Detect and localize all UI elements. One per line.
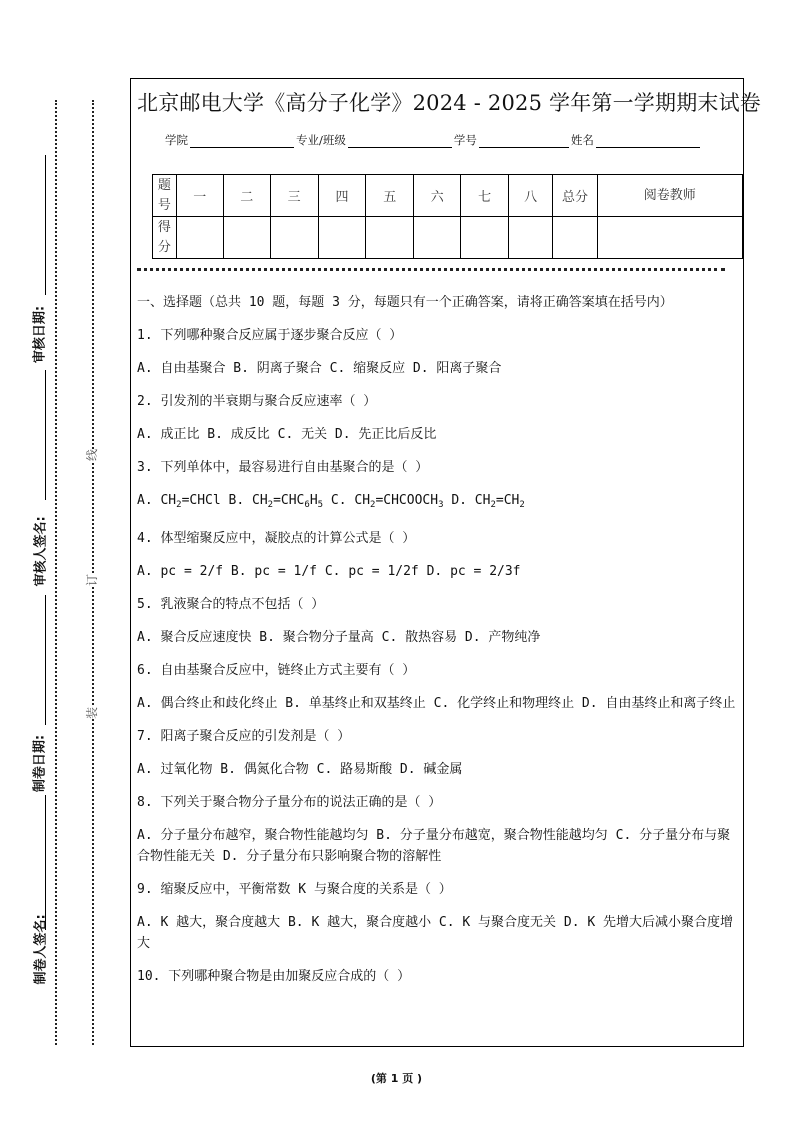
college-field[interactable] <box>190 135 294 148</box>
page-number: (第 1 页 ) <box>370 1072 423 1085</box>
formula-part: =CHCOOCH <box>375 493 439 508</box>
gutter-staple-char: 装 <box>85 706 100 720</box>
question-text: 6. 自由基聚合反应中，链终止方式主要有（ ） <box>137 663 416 678</box>
column-header: 五 <box>366 175 414 217</box>
column-header: 六 <box>414 175 461 217</box>
column-header: 三 <box>270 175 318 217</box>
column-header: 七 <box>461 175 509 217</box>
score-row-header: 得分 <box>153 217 177 259</box>
formula-part: =CHCl B. CH <box>181 493 268 508</box>
column-header: 二 <box>223 175 270 217</box>
student-id-label: 学号 <box>453 133 477 147</box>
question-text: 8. 下列关于聚合物分子量分布的说法正确的是（ ） <box>137 795 442 810</box>
score-row <box>153 217 743 259</box>
student-info-row <box>165 132 702 148</box>
formula-part: H <box>309 493 318 508</box>
signature-line <box>45 795 46 930</box>
score-cell[interactable] <box>223 217 270 259</box>
exam-title: 北京邮电大学《高分子化学》2024 - 2025 学年第一学期期末试卷 <box>137 91 762 115</box>
subscript: 2 <box>176 500 182 510</box>
score-cell[interactable] <box>597 217 742 259</box>
score-cell[interactable] <box>176 217 223 259</box>
question-options <box>137 490 737 516</box>
score-cell[interactable] <box>509 217 553 259</box>
subscript: 2 <box>267 500 274 510</box>
review-date-label: 审核日期: <box>32 305 48 364</box>
student-id-field[interactable] <box>479 135 569 148</box>
binding-dotted-line-inner <box>92 100 94 1045</box>
column-header: 一 <box>176 175 223 217</box>
formula-part: C. CH <box>323 493 371 508</box>
subscript: 3 <box>438 500 444 510</box>
question-text: 4. 体型缩聚反应中，凝胶点的计算公式是（ ） <box>137 531 416 546</box>
question-text: 2. 引发剂的半衰期与聚合反应速率（ ） <box>137 394 377 409</box>
question-text: 5. 乳液聚合的特点不包括（ ） <box>137 597 325 612</box>
formula-part: =CHC <box>273 493 305 508</box>
question-text: 7. 阳离子聚合反应的引发剂是（ ） <box>137 729 351 744</box>
question-options: A. 自由基聚合 B. 阴离子聚合 C. 缩聚反应 D. 阳离子聚合 <box>137 361 502 376</box>
question-text: 10. 下列哪种聚合物是由加聚反应合成的（ ） <box>137 969 411 984</box>
score-cell[interactable] <box>270 217 318 259</box>
score-cell[interactable] <box>461 217 509 259</box>
section-heading: 一、选择题（总共 10 题，每题 3 分，每题只有一个正确答案，请将正确答案填在括号内） <box>137 295 673 310</box>
signature-line <box>45 370 46 500</box>
score-cell[interactable] <box>318 217 366 259</box>
score-cell[interactable] <box>553 217 597 259</box>
question-number-row <box>153 175 743 217</box>
question-options: A. 成正比 B. 成反比 C. 无关 D. 先正比后反比 <box>137 427 437 442</box>
question-options: A. 聚合反应速度快 B. 聚合物分子量高 C. 散热容易 D. 产物纯净 <box>137 630 541 645</box>
question-options: A. pc = 2/f B. pc = 1/f C. pc = 1/2f D. pc = 2/3f <box>137 564 521 579</box>
reviewer-signature-label: 审核人签名: <box>33 516 49 587</box>
question-text: 3. 下列单体中，最容易进行自由基聚合的是（ ） <box>137 460 429 475</box>
column-header: 四 <box>318 175 366 217</box>
question-options: A. 过氧化物 B. 偶氮化合物 C. 路易斯酸 D. 碱金属 <box>137 762 463 777</box>
major-class-field[interactable] <box>348 135 452 148</box>
subscript: 2 <box>490 500 496 510</box>
column-header: 总分 <box>553 175 597 217</box>
column-header: 阅卷教师 <box>597 175 742 217</box>
binding-dotted-line-outer <box>55 100 57 1045</box>
score-cell[interactable] <box>414 217 461 259</box>
question-options: A. K 越大，聚合度越大 B. K 越大，聚合度越小 C. K 与聚合度无关 D. K 先增大后减小聚合度增大 <box>137 915 734 951</box>
score-table <box>152 174 743 259</box>
subscript: 5 <box>317 500 324 510</box>
college-label: 学院 <box>165 133 188 147</box>
signature-line <box>45 595 46 725</box>
exam-page-frame <box>130 78 762 1047</box>
dotted-separator <box>137 268 725 271</box>
formula-part: =CH <box>495 493 520 508</box>
formula-part: D. CH <box>443 493 491 508</box>
question-text: 9. 缩聚反应中，平衡常数 K 与聚合度的关系是（ ） <box>137 882 452 897</box>
score-cell[interactable] <box>366 217 414 259</box>
question-text: 1. 下列哪种聚合反应属于逐步聚合反应（ ） <box>137 328 403 343</box>
subscript: 6 <box>304 500 310 510</box>
question-options: A. 偶合终止和歧化终止 B. 单基终止和双基终止 C. 化学终止和物理终止 D. 自由基终止和离子终止 <box>137 696 736 711</box>
question-number-header: 题号 <box>153 175 177 217</box>
question-options: A. 分子量分布越窄，聚合物性能越均匀 B. 分子量分布越宽，聚合物性能越均匀 C. 分子量分布与聚合物性能无关 D. 分子量分布只影响聚合物的溶解性 <box>137 828 731 864</box>
section-multiple-choice <box>137 292 737 999</box>
gutter-line-char: 线 <box>85 448 100 462</box>
name-label: 姓名 <box>570 133 594 147</box>
gutter-bind-char: 订 <box>85 573 100 587</box>
signature-line <box>45 155 46 295</box>
formula-part: A. CH <box>137 493 177 508</box>
prepare-date-label: 制卷日期: <box>32 734 48 793</box>
name-field[interactable] <box>596 135 700 148</box>
preparer-signature-label: 制卷人签名: <box>33 914 49 985</box>
column-header: 八 <box>509 175 553 217</box>
major-class-label: 专业/班级 <box>296 133 346 147</box>
subscript: 2 <box>370 500 376 510</box>
subscript: 2 <box>519 500 525 510</box>
